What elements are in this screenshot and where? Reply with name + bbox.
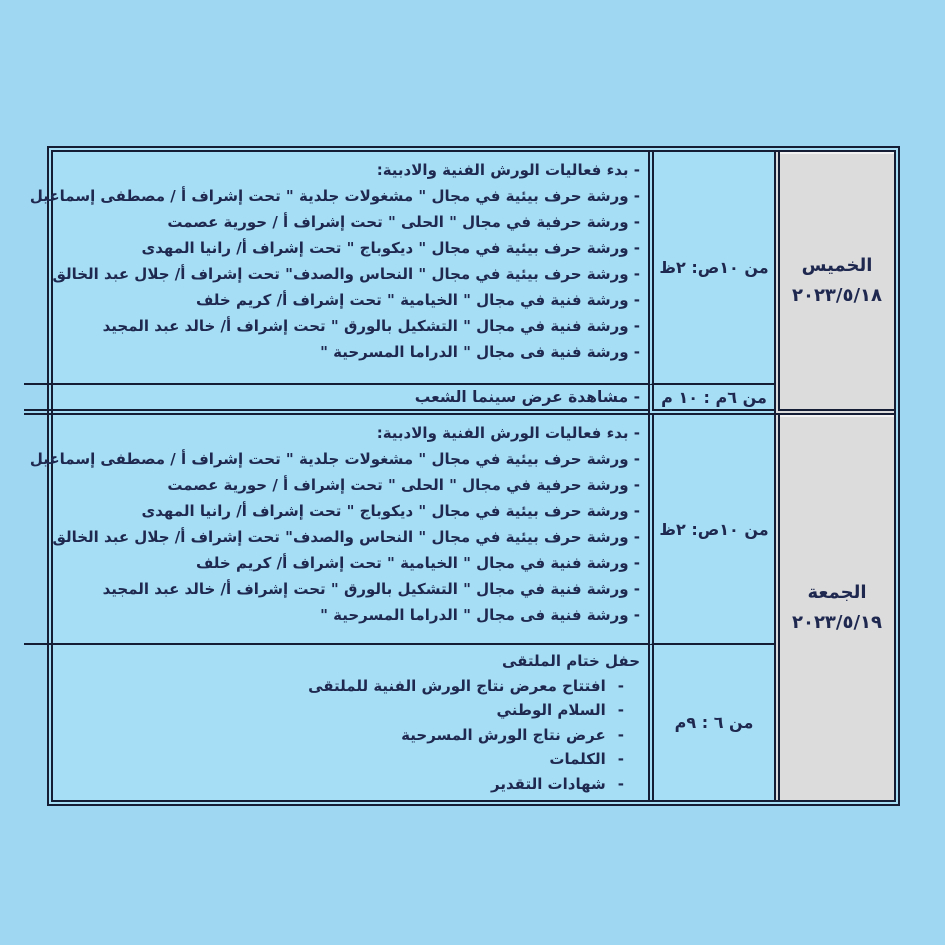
workshop-line: - ورشة حرف بيئية في مجال " النحاس والصدف" تحت إشراف أ/ جلال عبد الخالق (52, 265, 640, 283)
day-cell-friday (774, 415, 894, 800)
workshop-line: - ورشة حرف بيئية في مجال " ديكوباج " تحت إشراف أ/ رانيا المهدى (141, 239, 640, 257)
workshop-line: - ورشة حرفية في مجال " الحلى " تحت إشراف أ / حورية عصمت (167, 213, 640, 231)
workshop-line: - ورشة فنية في مجال " الخيامية " تحت إشراف أ/ كريم خلف (195, 554, 640, 572)
list-dash: - (617, 701, 624, 719)
activities-cell-thursday-workshops (24, 152, 648, 385)
workshop-line: - ورشة فنية فى مجال " الدراما المسرحية " (320, 343, 640, 361)
workshop-line: - ورشة فنية في مجال " التشكيل بالورق " تحت إشراف أ/ خالد عبد المجيد (102, 580, 640, 598)
day-name: الخميس (801, 254, 873, 276)
list-dash: - (617, 774, 624, 793)
workshop-line: - ورشة حرف بيئية في مجال " النحاس والصدف" تحت إشراف أ/ جلال عبد الخالق (52, 528, 640, 546)
day-cell-thursday (774, 152, 894, 415)
list-dash: - (617, 725, 624, 744)
workshop-line: - ورشة حرف بيئية في مجال " مشغولات جلدية " تحت إشراف أ / مصطفى إسماعيل (29, 450, 640, 468)
day-date: ٢٠٢٣/٥/١٨ (791, 284, 883, 306)
activities-cell-thursday-cinema (24, 385, 648, 415)
closing-item-label: شهادات التقدير (491, 774, 606, 793)
workshop-line: - ورشة حرف بيئية في مجال " ديكوباج " تحت إشراف أ/ رانيا المهدى (141, 502, 640, 520)
closing-title: حفل ختام الملتقى (501, 652, 640, 670)
closing-item-label: افتتاح معرض نتاج الورش الفنية للملتقى (308, 676, 606, 695)
workshop-line: - ورشة فنية في مجال " الخيامية " تحت إشراف أ/ كريم خلف (195, 291, 640, 309)
time-cell-friday-evening: من ٦ : ٩م (648, 645, 774, 800)
time-cell-thursday-morning: من ١٠ص: ٢ظ (648, 152, 774, 385)
activities-cell-friday-workshops (24, 415, 648, 645)
workshop-line: - ورشة حرف بيئية في مجال " مشغولات جلدية " تحت إشراف أ / مصطفى إسماعيل (29, 187, 640, 205)
day-name: الجمعة (807, 581, 867, 603)
cinema-line: - مشاهدة عرض سينما الشعب (414, 388, 640, 406)
workshop-line: - ورشة حرفية في مجال " الحلى " تحت إشراف أ / حورية عصمت (167, 476, 640, 494)
list-dash: - (617, 750, 624, 768)
workshop-line: - بدء فعاليات الورش الفنية والادبية: (376, 161, 640, 179)
closing-item (30, 772, 640, 797)
schedule-table (29, 146, 900, 806)
workshop-line: - ورشة فنية في مجال " التشكيل بالورق " تحت إشراف أ/ خالد عبد المجيد (102, 317, 640, 335)
activities-cell-friday-closing (24, 645, 648, 800)
workshop-line: - ورشة فنية فى مجال " الدراما المسرحية " (320, 606, 640, 624)
list-dash: - (617, 676, 624, 695)
time-cell-friday-morning: من ١٠ص: ٢ظ (648, 415, 774, 645)
closing-item (30, 698, 640, 723)
closing-item (30, 747, 640, 772)
day-date: ٢٠٢٣/٥/١٩ (791, 611, 883, 633)
closing-item-label: عرض نتاج الورش المسرحية (401, 725, 606, 744)
closing-item (30, 674, 640, 699)
closing-item (30, 723, 640, 748)
closing-item-label: الكلمات (549, 750, 606, 768)
closing-item-label: السلام الوطني (496, 701, 606, 719)
workshop-line: - بدء فعاليات الورش الفنية والادبية: (376, 424, 640, 442)
time-cell-thursday-evening: من ٦م : ١٠ م (648, 385, 774, 415)
